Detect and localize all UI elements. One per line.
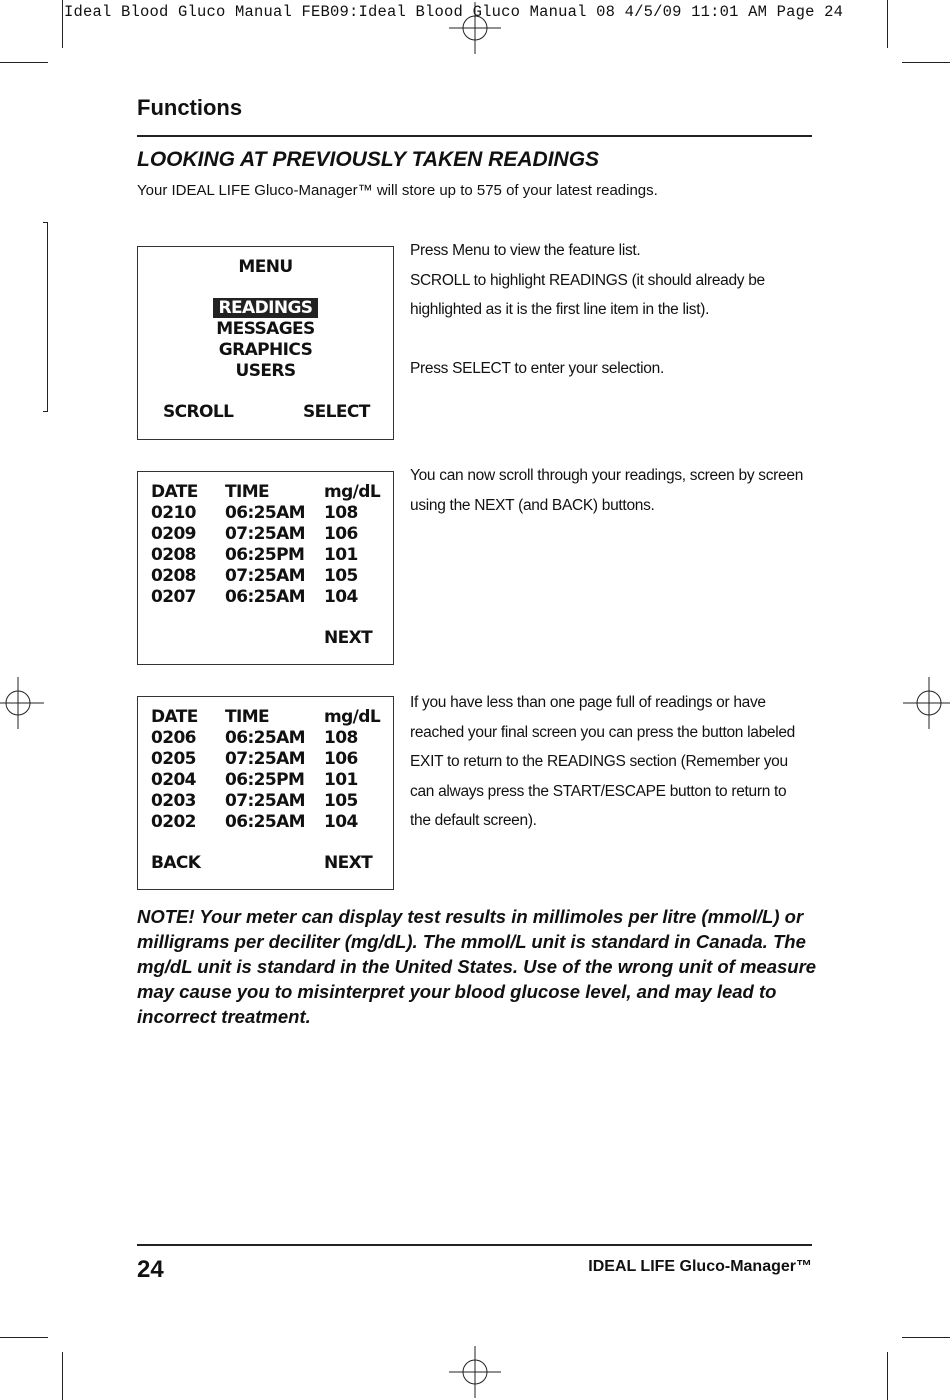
menu-item-users: USERS bbox=[235, 361, 296, 381]
header-time: TIME bbox=[225, 482, 270, 502]
crop-mark bbox=[62, 1352, 63, 1400]
menu-instruction-3: Press SELECT to enter your selection. bbox=[410, 359, 664, 377]
readings-instructions-1 bbox=[410, 461, 805, 520]
readings-instruction-1: You can now scroll through your readings, screen by screen using the NEXT (and BACK) buttons. bbox=[410, 467, 804, 514]
menu-instruction-1: Press Menu to view the feature list. bbox=[410, 242, 641, 259]
footer-brand: IDEAL LIFE Gluco-Manager™ bbox=[588, 1258, 812, 1275]
reading-value: 106 bbox=[324, 524, 358, 544]
reading-time: 07:25AM bbox=[225, 524, 305, 544]
reading-date: 0202 bbox=[151, 812, 196, 832]
reading-date: 0205 bbox=[151, 749, 196, 769]
reading-value: 105 bbox=[324, 566, 358, 586]
registration-mark-icon bbox=[0, 677, 44, 729]
reading-time: 06:25AM bbox=[225, 503, 305, 523]
reading-time: 06:25AM bbox=[225, 587, 305, 607]
reading-value: 104 bbox=[324, 587, 358, 607]
header-date: DATE bbox=[151, 482, 198, 502]
readings-instruction-2: If you have less than one page full of readings or have reached your final screen you can press the button labeled EXIT to return to the READINGS section (Remember you can always press the START/ESCAPE button to return to the default screen). bbox=[410, 694, 795, 829]
reading-date: 0203 bbox=[151, 791, 196, 811]
menu-item-messages: MESSAGES bbox=[216, 319, 315, 339]
reading-date: 0204 bbox=[151, 770, 196, 790]
intro-text: Your IDEAL LIFE Gluco-Manager™ will store up to 575 of your latest readings. bbox=[137, 182, 658, 199]
printer-slug: Ideal Blood Gluco Manual FEB09:Ideal Blood Gluco Manual 08 4/5/09 11:01 AM Page 24 bbox=[64, 3, 844, 21]
registration-mark-icon bbox=[903, 677, 950, 729]
reading-value: 101 bbox=[324, 545, 358, 565]
header-unit: mg/dL bbox=[324, 482, 381, 502]
reading-date: 0209 bbox=[151, 524, 196, 544]
readings-screen-1 bbox=[137, 471, 394, 665]
header-time: TIME bbox=[225, 707, 270, 727]
side-bracket-mark bbox=[43, 222, 48, 223]
reading-time: 06:25AM bbox=[225, 812, 305, 832]
reading-value: 101 bbox=[324, 770, 358, 790]
side-bracket-mark bbox=[47, 222, 48, 412]
crop-mark bbox=[887, 0, 888, 48]
reading-time: 06:25AM bbox=[225, 728, 305, 748]
registration-mark-icon bbox=[449, 1346, 501, 1398]
reading-date: 0208 bbox=[151, 545, 196, 565]
crop-mark bbox=[0, 62, 48, 63]
reading-time: 07:25AM bbox=[225, 791, 305, 811]
crop-mark bbox=[887, 1352, 888, 1400]
menu-instructions bbox=[410, 236, 810, 383]
readings-screen-2 bbox=[137, 696, 394, 890]
header-date: DATE bbox=[151, 707, 198, 727]
menu-item-graphics: GRAPHICS bbox=[218, 340, 313, 360]
menu-item-readings: READINGS bbox=[138, 298, 393, 318]
next-soft-key: NEXT bbox=[324, 628, 373, 648]
scroll-soft-key: SCROLL bbox=[163, 402, 234, 422]
reading-time: 06:25PM bbox=[225, 770, 305, 790]
reading-date: 0206 bbox=[151, 728, 196, 748]
reading-time: 07:25AM bbox=[225, 566, 305, 586]
crop-mark bbox=[62, 0, 63, 48]
crop-mark bbox=[0, 1337, 48, 1338]
reading-value: 108 bbox=[324, 728, 358, 748]
reading-date: 0210 bbox=[151, 503, 196, 523]
crop-mark bbox=[902, 62, 950, 63]
reading-value: 106 bbox=[324, 749, 358, 769]
menu-title: MENU bbox=[238, 257, 293, 277]
reading-time: 06:25PM bbox=[225, 545, 305, 565]
readings-instructions-2 bbox=[410, 688, 808, 836]
section-title: Functions bbox=[137, 95, 243, 120]
back-soft-key: BACK bbox=[151, 853, 201, 873]
warning-note: NOTE! Your meter can display test results in millimoles per litre (mmol/L) or milligrams per deciliter (mg/dL). The mmol/L unit is standard in Canada. The mg/dL unit is standard in the United States. Use of the wrong unit of measure may cause you to misinterpret your blood glucose level, and may lead to incorrect treatment. bbox=[137, 906, 817, 1027]
reading-time: 07:25AM bbox=[225, 749, 305, 769]
reading-date: 0207 bbox=[151, 587, 196, 607]
menu-screen bbox=[137, 246, 394, 440]
reading-value: 105 bbox=[324, 791, 358, 811]
select-soft-key: SELECT bbox=[303, 402, 370, 422]
header-rule bbox=[137, 135, 812, 137]
page-number: 24 bbox=[137, 1256, 164, 1283]
header-unit: mg/dL bbox=[324, 707, 381, 727]
footer-rule bbox=[137, 1244, 812, 1246]
page-heading: LOOKING AT PREVIOUSLY TAKEN READINGS bbox=[137, 148, 600, 171]
reading-value: 104 bbox=[324, 812, 358, 832]
next-soft-key: NEXT bbox=[324, 853, 373, 873]
reading-date: 0208 bbox=[151, 566, 196, 586]
registration-mark-icon bbox=[449, 2, 501, 54]
menu-instruction-2: SCROLL to highlight READINGS (it should already be highlighted as it is the first line item in the list). bbox=[410, 271, 765, 318]
side-bracket-mark bbox=[43, 411, 48, 412]
crop-mark bbox=[902, 1337, 950, 1338]
reading-value: 108 bbox=[324, 503, 358, 523]
